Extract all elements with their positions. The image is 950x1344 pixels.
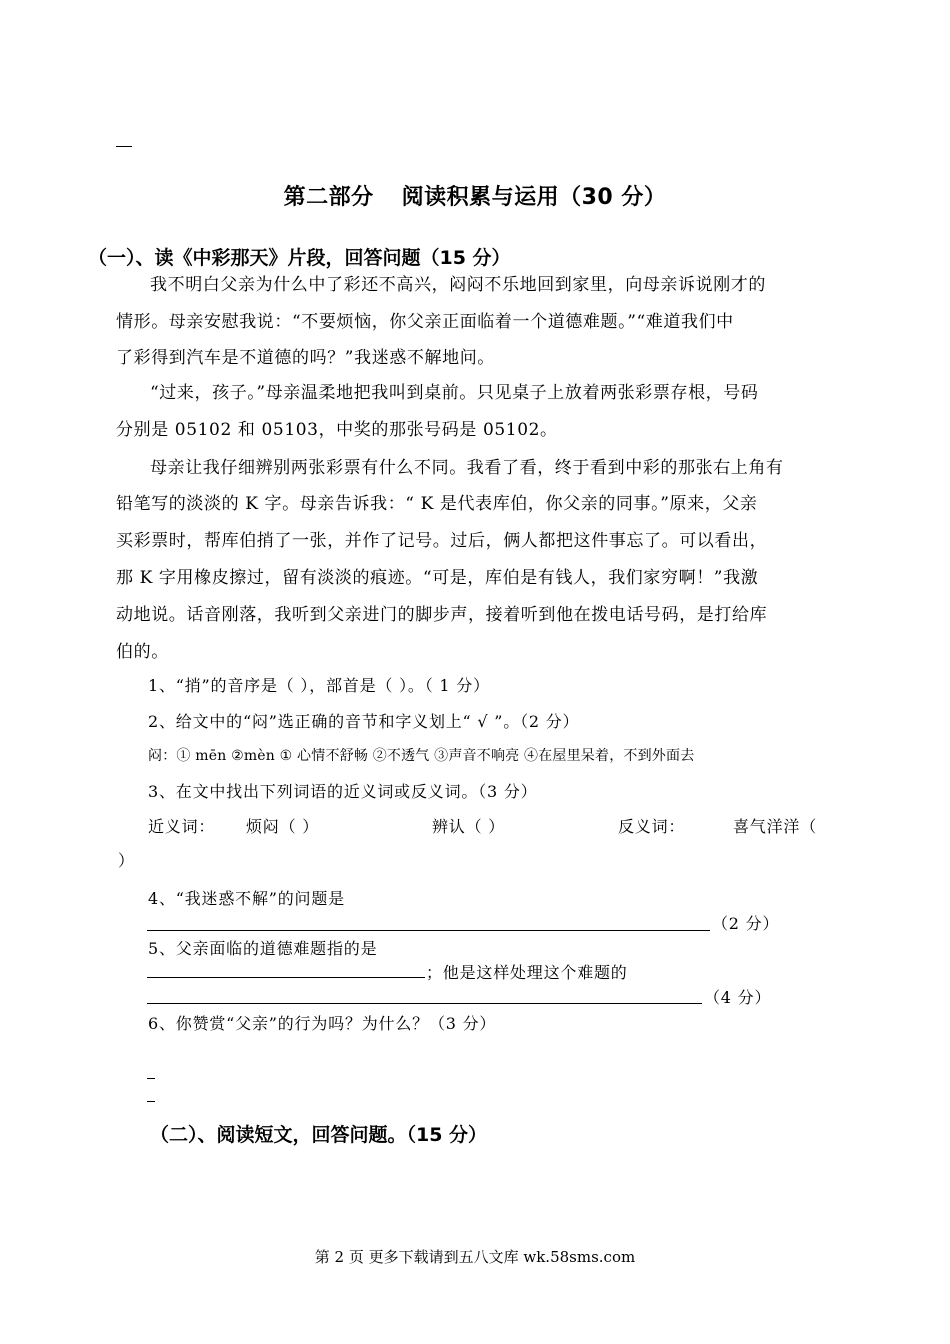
question-3: 3、在文中找出下列词语的近义词或反义词。（3 分） <box>148 782 538 801</box>
page-title-part: 第二部分 <box>283 185 374 210</box>
section1-heading: （一）、读《中彩那天》片段，回答问题（15 分） <box>88 247 511 269</box>
passage-line: 母亲让我仔细辨别两张彩票有什么不同。我看了看，终于看到中彩的那张右上角有 <box>150 458 784 478</box>
question-2: 2、给文中的“闷”选正确的音节和字义划上“ √ ”。（2 分） <box>148 712 580 731</box>
question-1: 1、“捎”的音序是（ ），部首是（ ）。（ 1 分） <box>148 676 490 695</box>
page-title-score: 阅读积累与运用（30 分） <box>401 185 667 210</box>
top-dash-mark <box>116 146 132 147</box>
question-5-mid-text: ；他是这样处理这个难题的 <box>426 963 628 982</box>
passage-line: 那 K 字用橡皮擦过，留有淡淡的痕迹。“可是，库伯是有钱人，我们家穷啊！”我激 <box>116 568 759 588</box>
passage-line: 我不明白父亲为什么中了彩还不高兴，闷闷不乐地回到家里，向母亲诉说刚才的 <box>150 275 766 295</box>
passage-line: 铅笔写的淡淡的 K 字。母亲告诉我：“ K 是代表库伯，你父亲的同事。”原来，父亲 <box>116 494 758 514</box>
antonym-word: 喜气洋洋（ <box>733 817 818 836</box>
page-footer: 第 2 页 更多下载请到五八文库 wk.58sms.com <box>314 1248 636 1266</box>
antonym-close-paren: ） <box>118 851 135 870</box>
antonym-label: 反义词： <box>618 817 686 836</box>
question-6-answer-mark[interactable] <box>147 1078 155 1079</box>
section2-heading: （二）、阅读短文，回答问题。（15 分） <box>150 1124 488 1146</box>
passage-line: 情形。母亲安慰我说：“不要烦恼，你父亲正面临着一个道德难题。”“难道我们中 <box>116 312 734 332</box>
near-synonym-word-1: 烦闷（ ） <box>246 817 320 836</box>
question-5: 5、父亲面临的道德难题指的是 <box>148 939 378 958</box>
passage-line: 了彩得到汽车是不道德的吗？”我迷惑不解地问。 <box>116 348 495 368</box>
question-4-answer-line[interactable] <box>147 930 710 931</box>
near-synonym-label: 近义词： <box>148 817 216 836</box>
passage-line: 分别是 05102 和 05103，中奖的那张号码是 05102。 <box>116 420 558 440</box>
passage-line: “过来，孩子。”母亲温柔地把我叫到桌前。只见桌子上放着两张彩票存根，号码 <box>150 383 759 403</box>
question-5-answer-line-1[interactable] <box>147 977 425 978</box>
passage-line: 动地说。话音刚落，我听到父亲进门的脚步声，接着听到他在拨电话号码，是打给库 <box>116 605 768 625</box>
passage-line: 伯的。 <box>116 642 169 662</box>
question-4-score: （2 分） <box>712 914 780 933</box>
page-title <box>0 180 950 211</box>
question-5-answer-line-2[interactable] <box>147 1003 702 1004</box>
question-5-score: （4 分） <box>704 988 772 1007</box>
question-6: 6、你赞赏“父亲”的行为吗？为什么？（3 分） <box>148 1014 497 1033</box>
question-4: 4、“我迷惑不解”的问题是 <box>148 889 345 908</box>
passage-line: 买彩票时，帮库伯捎了一张，并作了记号。过后，俩人都把这件事忘了。可以看出， <box>116 531 768 551</box>
near-synonym-word-2: 辨认（ ） <box>432 817 506 836</box>
question-6-answer-mark[interactable] <box>147 1101 155 1102</box>
question-2-options: 闷：① mēn ②mèn ① 心情不舒畅 ②不透气 ③声音不响亮 ④在屋里呆着，不到外面去 <box>148 748 695 764</box>
